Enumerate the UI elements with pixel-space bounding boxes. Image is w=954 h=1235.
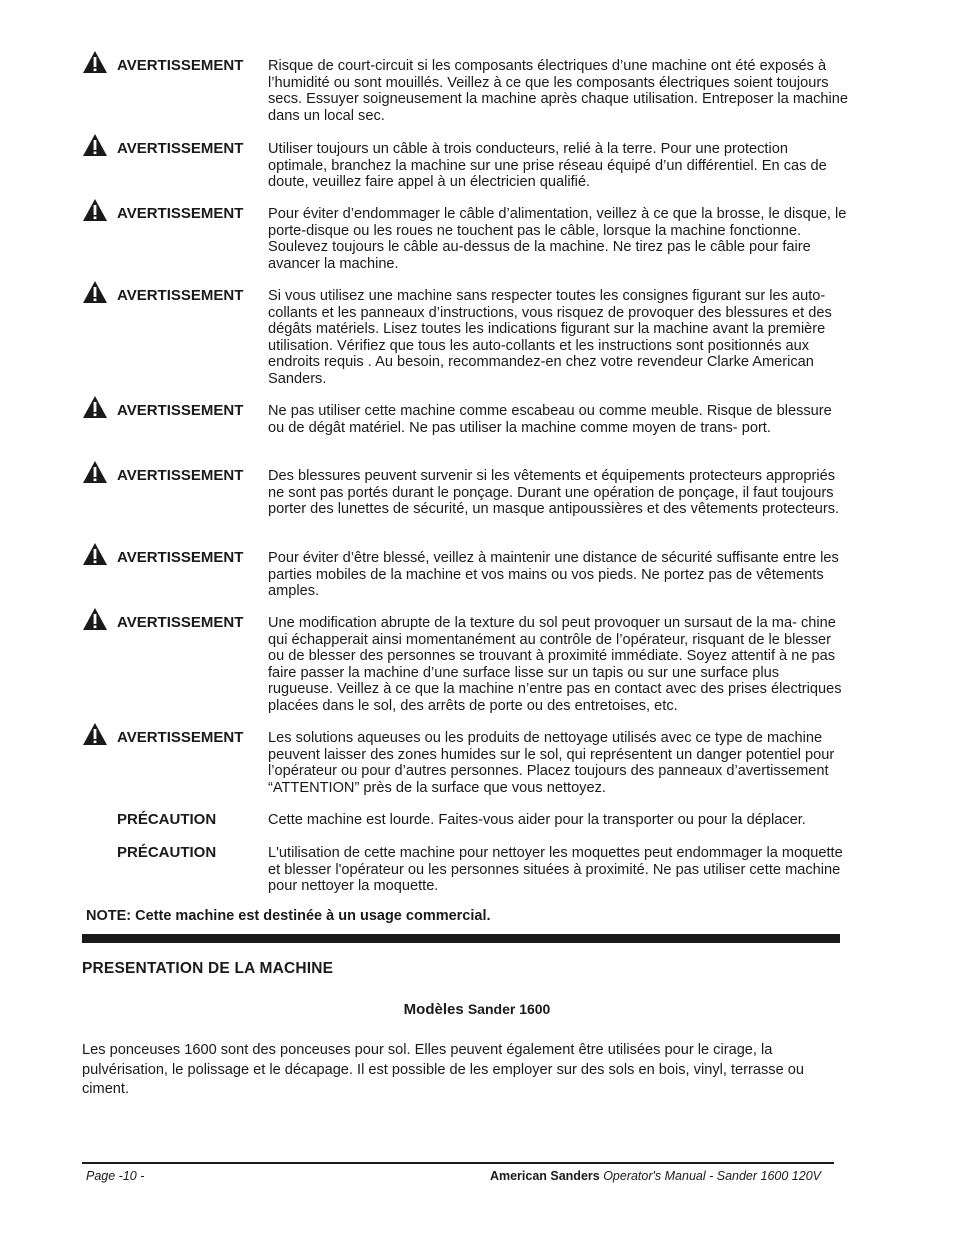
warning-label: AVERTISSEMENT	[117, 402, 244, 419]
warning-triangle-icon	[82, 133, 108, 157]
footer-divider	[82, 1162, 834, 1164]
model-heading	[0, 1001, 954, 1018]
warning-label: AVERTISSEMENT	[117, 205, 244, 222]
warning-text: Ne pas utiliser cette machine comme escabeau ou comme meuble. Risque de blessure ou de dégât matériel. Ne pas utiliser la machine comme moyen de trans- port.	[268, 403, 832, 436]
warning-text: Une modification abrupte de la texture du sol peut provoquer un sursaut de la ma- chine qui échapperait ainsi momentanément au contrôle de l’opérateur, risquant de le blesser ou de blesser des personnes se trouvant à proximité immédiate. Soyez attentif à ne pas faire passer la machine d’une surface lisse sur un tapis ou sur une surface plus rugueuse. Veillez à ce que la machine n’entre pas en contact avec des prises électriques placées dans le sol, des arrêts de porte ou des entretoises, etc.	[268, 615, 842, 714]
footer-brand: American Sanders	[489, 1169, 600, 1183]
warning-text: Si vous utilisez une machine sans respecter toutes les consignes figurant sur les auto-collants et les panneaux d’instructions, vous risquez de provoquer des blessures et des dégâts matériels. Lisez toutes les indications figurant sur la machine avant la première utilisation. Vérifiez que tous les auto-collants et les instructions sont positionnés aux endroits requis . Au besoin, recommandez-en chez votre revendeur Clarke American Sanders.	[268, 288, 832, 387]
warning-text: Utiliser toujours un câble à trois conducteurs, relié à la terre. Pour une protection optimale, branchez la machine sur une prise réseau équipé d’un différentiel. En cas de doute, veuillez faire appel à un électricien qualifié.	[268, 141, 827, 190]
warning-text: Des blessures peuvent survenir si les vêtements et équipements protecteurs appropriés ne sont pas portés durant le ponçage. Durant une opération de ponçage, il faut toujours porter des lunettes de sécurité, un masque antipoussières et des vêtements protecteurs.	[268, 468, 840, 517]
warning-label: AVERTISSEMENT	[117, 287, 244, 304]
warning-label: AVERTISSEMENT	[117, 729, 244, 746]
caution-label: PRÉCAUTION	[117, 844, 217, 861]
warning-text: Pour éviter d’endommager le câble d’alimentation, veillez à ce que la brosse, le disque, le porte-disque ou les roues ne touchent pas le câble, lorsque la machine fonctionne. Soulevez toujours le câble au-dessus de la machine. Ne tirez pas le câble pour faire avancer la machine.	[268, 206, 847, 272]
warning-text: Pour éviter d’être blessé, veillez à maintenir une distance de sécurité suffisante entre les parties mobiles de la machine et vos mains ou vos pieds. Ne portez pas de vêtements amples.	[268, 550, 839, 599]
section-title: PRESENTATION DE LA MACHINE	[82, 960, 334, 977]
caution-text: Cette machine est lourde. Faites-vous aider pour la transporter ou pour la déplacer.	[268, 812, 806, 828]
warning-label: AVERTISSEMENT	[117, 549, 244, 566]
model-name: Sander 1600	[467, 1001, 551, 1017]
warning-text: Risque de court-circuit si les composants électriques d’une machine ont été exposés à l’humidité ou sont mouillés. Veillez à ce que les composants électriques soient toujours secs. Essuyer soigneusement la machine après chaque utilisation. Entreposer la machine dans un local sec.	[268, 58, 849, 124]
caution-label: PRÉCAUTION	[117, 811, 217, 828]
warning-triangle-icon	[82, 280, 108, 304]
warning-triangle-icon	[82, 50, 108, 74]
description-paragraph: Les ponceuses 1600 sont des ponceuses pour sol. Elles peuvent également être utilisées pour le cirage, la pulvérisation, le polissage et le décapage. Il est possible de les employer sur des sols en bois, vinyl, terrasse ou ciment.	[82, 1042, 804, 1097]
warning-triangle-icon	[82, 460, 108, 484]
footer-manual: Operator's Manual - Sander 1600 120V	[599, 1169, 821, 1183]
page-number: Page -10 -	[86, 1169, 145, 1183]
footer-title	[490, 1169, 821, 1183]
warning-label: AVERTISSEMENT	[117, 140, 244, 157]
warning-triangle-icon	[82, 542, 108, 566]
caution-text: L'utilisation de cette machine pour nettoyer les moquettes peut endommager la moquette et blesser l'opérateur ou les personnes situées à proximité. Ne pas utiliser cette machine pour nettoyer la moquette.	[268, 845, 843, 894]
warning-label: AVERTISSEMENT	[117, 57, 244, 74]
warning-label: AVERTISSEMENT	[117, 467, 244, 484]
section-divider	[82, 934, 840, 943]
model-label: Modèles	[403, 1001, 464, 1018]
warning-label: AVERTISSEMENT	[117, 614, 244, 631]
commercial-use-note: NOTE: Cette machine est destinée à un usage commercial.	[86, 908, 491, 924]
warning-text: Les solutions aqueuses ou les produits de nettoyage utilisés avec ce type de machine peuvent laisser des zones humides sur le sol, qui représentent un danger potentiel pour l’opérateur ou pour d’autres personnes. Placez toujours des panneaux d’avertissement “ATTENTION” près de la surface que vous nettoyez.	[268, 730, 835, 796]
warning-triangle-icon	[82, 395, 108, 419]
warning-triangle-icon	[82, 198, 108, 222]
warning-triangle-icon	[82, 722, 108, 746]
warning-triangle-icon	[82, 607, 108, 631]
